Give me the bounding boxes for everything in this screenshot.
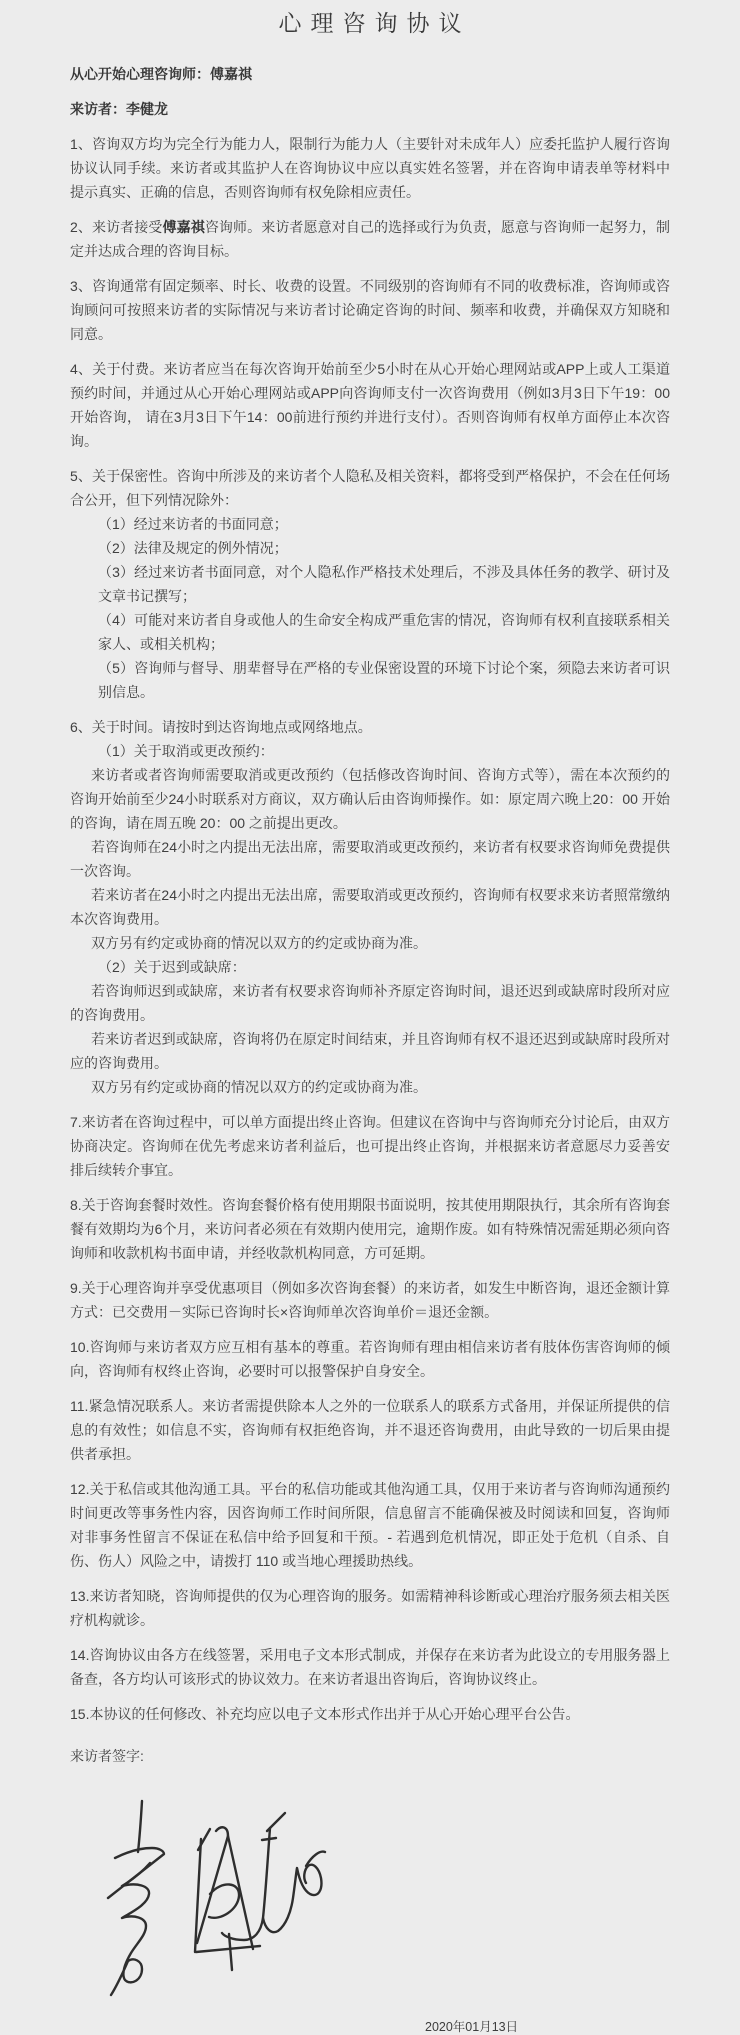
clause-6-sub1-line-2: 若咨询师在24小时之内提出无法出席，需要取消或更改预约，来访者有权要求咨询师免费提供一次咨询。 [70, 839, 670, 879]
clause-5-item-4: （4）可能对来访者自身或他人的生命安全构成严重危害的情况，咨询师有权利直接联系相关家人、或相关机构； [98, 612, 670, 652]
clause-7: 7.来访者在咨询过程中，可以单方面提出终止咨询。但建议在咨询中与咨询师充分讨论后，由双方协商决定。咨询师在优先考虑来访者利益后，也可提出终止咨询，并根据来访者意愿尽力妥善安排后续转介事宜。 [70, 1114, 670, 1178]
clause-3: 3、咨询通常有固定频率、时长、收费的设置。不同级别的咨询师有不同的收费标准，咨询师或咨询顾问可按照来访者的实际情况与来访者讨论确定咨询的时间、频率和收费，并确保双方知晓和同意。 [70, 278, 670, 342]
counselor-line: 从心开始心理咨询师：傅嘉祺 [70, 66, 252, 82]
clause-6-sub2-line-2: 若来访者迟到或缺席，咨询将仍在原定时间结束，并且咨询师有权不退还迟到或缺席时段所对应的咨询费用。 [70, 1031, 670, 1071]
clause-5-item-3: （3）经过来访者书面同意，对个人隐私作严格技术处理后，不涉及具体任务的教学、研讨及文章书记撰写； [98, 564, 670, 604]
clause-6-sub2-line-1: 若咨询师迟到或缺席，来访者有权要求咨询师补齐原定咨询时间，退还迟到或缺席时段所对应的咨询费用。 [70, 983, 670, 1023]
clause-12: 12.关于私信或其他沟通工具。平台的私信功能或其他沟通工具，仅用于来访者与咨询师沟通预约时间更改等事务性内容，因咨询师工作时间所限，信息留言不能确保被及时阅读和回复，咨询师对非事务性留言不保证在私信中给予回复和干预。- 若遇到危机情况，即正处于危机（自杀、自伤、伤人）风险之中，请拨打 110 或当地心理援助热线。 [70, 1481, 670, 1569]
clause-15: 15.本协议的任何修改、补充均应以电子文本形式作出并于从心开始心理平台公告。 [70, 1706, 580, 1722]
signature-date: 2020年01月13日 [425, 2020, 519, 2034]
clause-5-item-5: （5）咨询师与督导、朋辈督导在严格的专业保密设置的环境下讨论个案，须隐去来访者可识别信息。 [98, 660, 670, 700]
signature-scribble-icon [82, 1794, 332, 2009]
clause-2 [70, 215, 670, 263]
clause-1: 1、咨询双方均为完全行为能力人，限制行为能力人（主要针对未成年人）应委托监护人履行咨询协议认同手续。来访者或其监护人在咨询协议中应以真实姓名签署，并在咨询申请表单等材料中提示真实、正确的信息，否则咨询师有权免除相应责任。 [70, 136, 670, 200]
clause-2-counselor-name: 傅嘉祺 [162, 219, 205, 235]
clause-6-sub1-line-4: 双方另有约定或协商的情况以双方的约定或协商为准。 [91, 935, 427, 951]
signature-label: 来访者签字: [70, 1748, 144, 1764]
clause-6-intro: 6、关于时间。请按时到达咨询地点或网络地点。 [70, 719, 372, 735]
clause-5 [70, 464, 670, 704]
clause-5-intro: 5、关于保密性。咨询中所涉及的来访者个人隐私及相关资料，都将受到严格保护，不会在任何场合公开，但下列情况除外： [70, 468, 670, 508]
clause-6 [70, 715, 670, 1099]
clause-6-sub1-line-3: 若来访者在24小时之内提出无法出席，需要取消或更改预约，咨询师有权要求来访者照常缴纳本次咨询费用。 [70, 887, 670, 927]
clause-4: 4、关于付费。来访者应当在每次咨询开始前至少5小时在从心开始心理网站或APP上或人工渠道预约时间，并通过从心开始心理网站或APP向咨询师支付一次咨询费用（例如3月3日下午19：00开始咨询， 请在3月3日下午14：00前进行预约并进行支付）。否则咨询师有权单方面停止本次咨询。 [70, 361, 670, 449]
clause-6-sub1-line-1: 来访者或者咨询师需要取消或更改预约（包括修改咨询时间、咨询方式等），需在本次预约的咨询开始前至少24小时联系对方商议，双方确认后由咨询师操作。如：原定周六晚上20：00 开始的咨询，请在周五晚 20：00 之前提出更改。 [70, 767, 670, 831]
client-signature-image [82, 1794, 670, 2009]
page-title: 心理咨询协议 [278, 10, 471, 36]
clause-5-item-2: （2）法律及规定的例外情况； [98, 540, 288, 556]
clause-6-sub1-title: （1）关于取消或更改预约： [98, 743, 274, 759]
clause-9: 9.关于心理咨询并享受优惠项目（例如多次咨询套餐）的来访者，如发生中断咨询，退还金额计算方式：已交费用－实际已咨询时长×咨询师单次咨询单价＝退还金额。 [70, 1280, 670, 1320]
clause-13: 13.来访者知晓，咨询师提供的仅为心理咨询的服务。如需精神科诊断或心理治疗服务须去相关医疗机构就诊。 [70, 1588, 670, 1628]
clause-6-sub2-title: （2）关于迟到或缺席： [98, 959, 246, 975]
clause-2-post: 咨询师。来访者愿意对自己的选择或行为负责，愿意与咨询师一起努力，制定并达成合理的咨询目标。 [70, 219, 671, 259]
clause-6-sub2-line-3: 双方另有约定或协商的情况以双方的约定或协商为准。 [91, 1079, 427, 1095]
clause-14: 14.咨询协议由各方在线签署，采用电子文本形式制成，并保存在来访者为此设立的专用服务器上备查，各方均认可该形式的协议效力。在来访者退出咨询后，咨询协议终止。 [70, 1647, 670, 1687]
clause-11: 11.紧急情况联系人。来访者需提供除本人之外的一位联系人的联系方式备用，并保证所提供的信息的有效性；如信息不实，咨询师有权拒绝咨询，并不退还咨询费用，由此导致的一切后果由提供者承担。 [70, 1398, 670, 1462]
clause-2-pre: 2、来访者接受 [70, 219, 163, 235]
clause-8: 8.关于咨询套餐时效性。咨询套餐价格有使用期限书面说明，按其使用期限执行，其余所有咨询套餐有效期均为6个月，来访问者必须在有效期内使用完，逾期作废。如有特殊情况需延期必须向咨询师和收款机构书面申请，并经收款机构同意，方可延期。 [70, 1197, 670, 1261]
clause-5-item-1: （1）经过来访者的书面同意； [98, 516, 288, 532]
client-line: 来访者：李健龙 [70, 101, 168, 117]
clause-10: 10.咨询师与来访者双方应互相有基本的尊重。若咨询师有理由相信来访者有肢体伤害咨询师的倾向，咨询师有权终止咨询，必要时可以报警保护自身安全。 [70, 1339, 670, 1379]
